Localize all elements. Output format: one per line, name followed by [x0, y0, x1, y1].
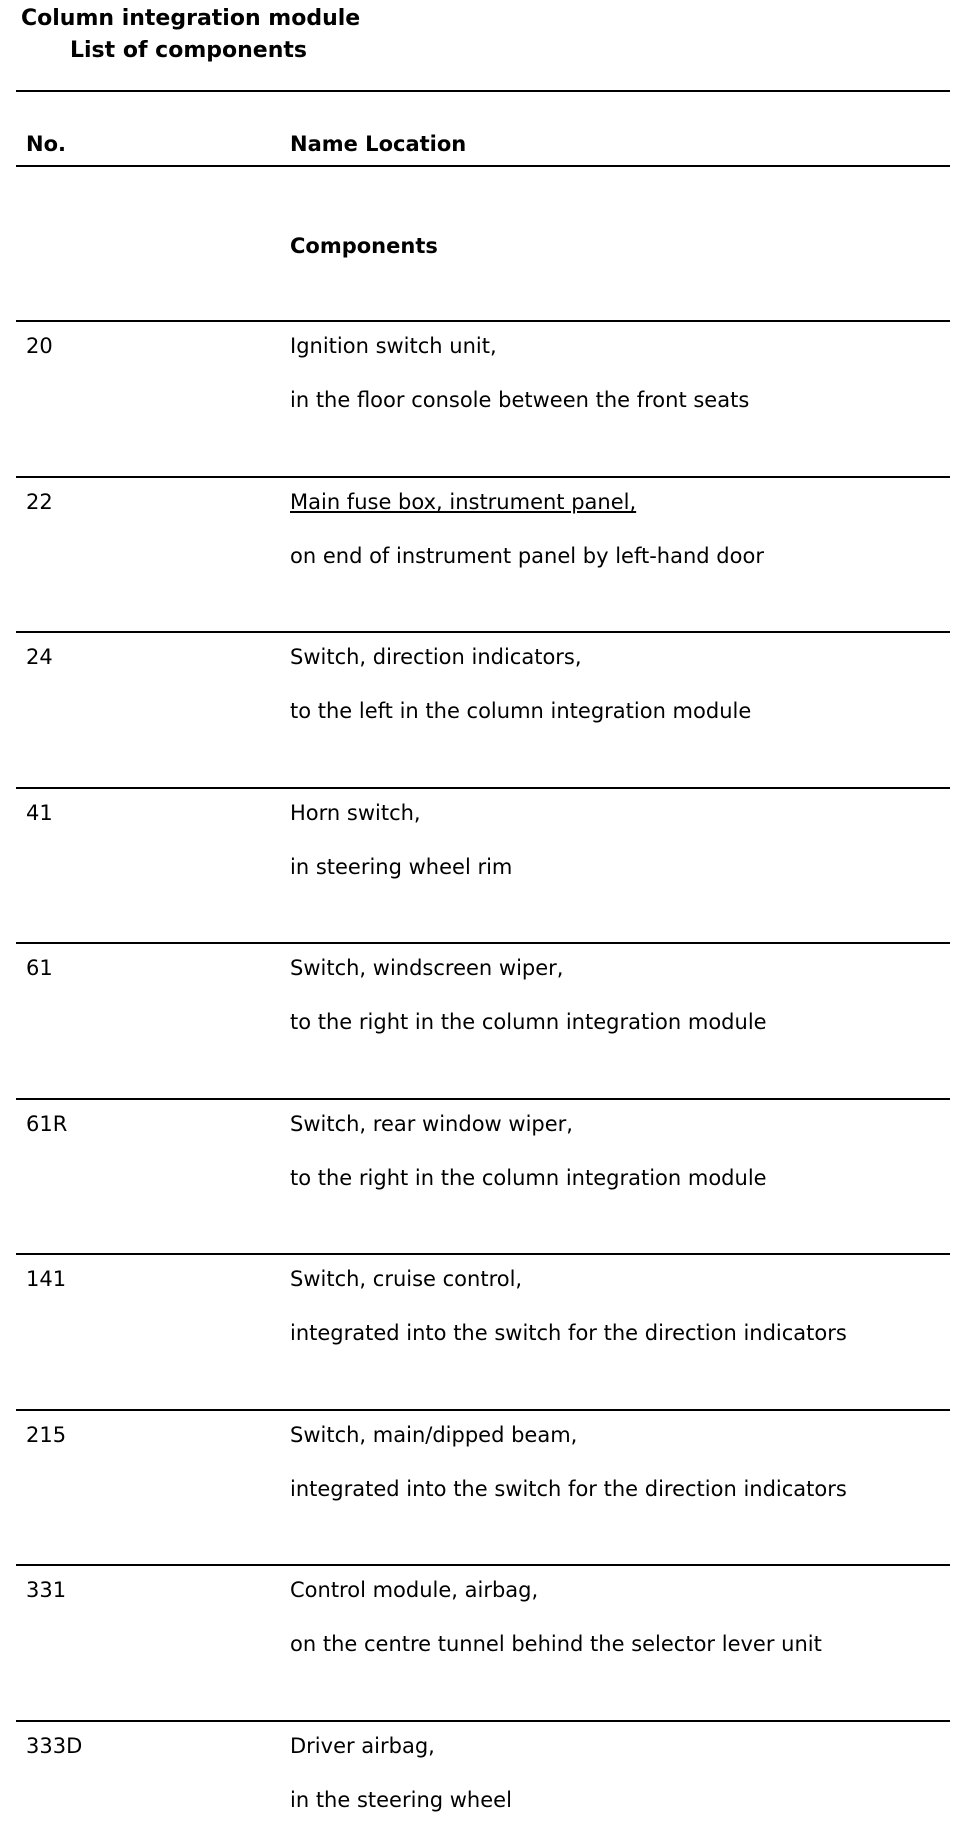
component-number: 61R — [26, 1112, 68, 1136]
component-name: Control module, airbag, — [290, 1578, 539, 1602]
component-name: Switch, rear window wiper, — [290, 1112, 573, 1136]
row-divider — [16, 942, 950, 944]
component-number: 24 — [26, 645, 53, 669]
component-number: 333D — [26, 1734, 83, 1758]
component-number: 41 — [26, 801, 53, 825]
component-location: in the floor console between the front seats — [290, 388, 750, 412]
row-divider — [16, 1253, 950, 1255]
column-header-no: No. — [26, 132, 66, 156]
page-subtitle: List of components — [70, 38, 307, 63]
component-name: Switch, windscreen wiper, — [290, 956, 564, 980]
component-number: 141 — [26, 1267, 67, 1291]
component-name: Switch, direction indicators, — [290, 645, 582, 669]
component-location: to the left in the column integration module — [290, 699, 752, 723]
row-divider — [16, 787, 950, 789]
component-number: 22 — [26, 490, 53, 514]
component-location: on the centre tunnel behind the selector lever unit — [290, 1632, 822, 1656]
component-location: integrated into the switch for the direction indicators — [290, 1321, 847, 1345]
row-divider — [16, 1409, 950, 1411]
header-rule — [16, 165, 950, 167]
component-name: Horn switch, — [290, 801, 421, 825]
component-location: in steering wheel rim — [290, 855, 513, 879]
component-location: on end of instrument panel by left-hand door — [290, 544, 764, 568]
row-divider — [16, 476, 950, 478]
component-location: integrated into the switch for the direction indicators — [290, 1477, 847, 1501]
component-name-link[interactable]: Main fuse box, instrument panel, — [290, 490, 637, 514]
component-name: Switch, main/dipped beam, — [290, 1423, 578, 1447]
component-location: in the steering wheel — [290, 1788, 512, 1812]
component-location: to the right in the column integration module — [290, 1010, 767, 1034]
component-name: Ignition switch unit, — [290, 334, 497, 358]
component-number: 20 — [26, 334, 53, 358]
row-divider — [16, 1564, 950, 1566]
row-divider — [16, 320, 950, 322]
row-divider — [16, 631, 950, 633]
component-location: to the right in the column integration module — [290, 1166, 767, 1190]
component-name: Driver airbag, — [290, 1734, 435, 1758]
page-title: Column integration module — [21, 6, 361, 31]
component-number: 331 — [26, 1578, 67, 1602]
row-divider — [16, 1720, 950, 1722]
component-number: 215 — [26, 1423, 67, 1447]
section-heading: Components — [290, 234, 438, 258]
row-divider — [16, 1098, 950, 1100]
top-rule — [16, 90, 950, 92]
component-name: Switch, cruise control, — [290, 1267, 523, 1291]
component-number: 61 — [26, 956, 53, 980]
column-header-name-location: Name Location — [290, 132, 467, 156]
